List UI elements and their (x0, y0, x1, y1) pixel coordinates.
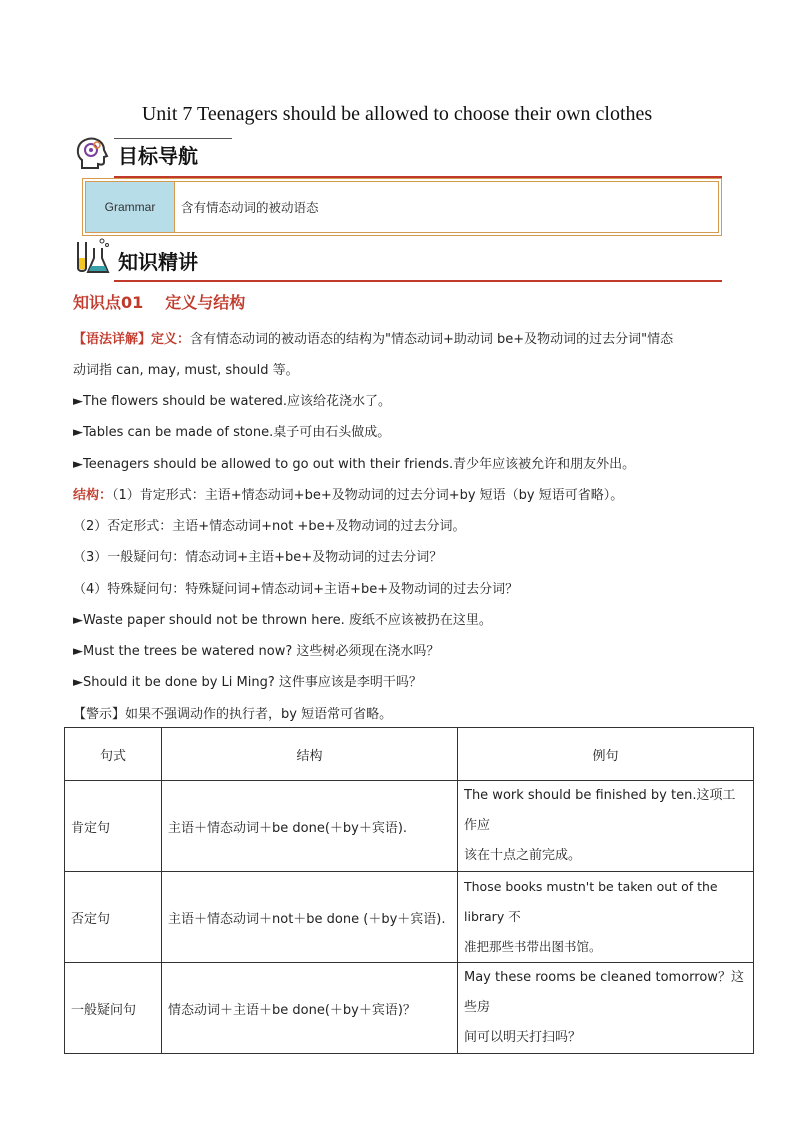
structure-line-1 (73, 484, 733, 503)
grammar-key: Grammar (86, 182, 175, 232)
example-text: 该在十点之前完成。 (464, 848, 582, 863)
lab-flask-icon (72, 236, 112, 276)
section-header-knowledge (72, 236, 722, 280)
example-text: May these rooms be cleaned tomorrow？这些房 (464, 970, 744, 1015)
structure-cell: 主语＋情态动词＋not＋be done (＋by＋宾语). (162, 872, 458, 963)
grammar-goal-box (82, 178, 722, 236)
definition-line-1 (73, 328, 733, 347)
example-text: Those books mustn't be taken out of the library 不 (464, 879, 718, 924)
table-row (65, 872, 754, 963)
example-line: ►Teenagers should be allowed to go out with their friends.青少年应该被允许和朋友外出。 (73, 457, 636, 472)
sentence-type: 肯定句 (65, 781, 162, 872)
warning-note: 【警示】如果不强调动作的执行者，by 短语常可省略。 (73, 707, 393, 722)
example-line: ►Must the trees be watered now? 这些树必须现在浇水吗？ (73, 644, 440, 659)
definition-text: 含有情态动词的被动语态的结构为"情态动词+助动词 be+及物动词的过去分词"情态 (190, 332, 674, 347)
grammar-structure-table (64, 727, 754, 1054)
example-cell (458, 872, 754, 963)
example-text: The work should be finished by ten.这项工作应 (464, 788, 736, 833)
table-header: 结构 (162, 728, 458, 781)
section-label-goals: 目标导航 (118, 144, 198, 168)
section-header-goals (72, 134, 722, 178)
document-title: Unit 7 Teenagers should be allowed to choose their own clothes (141, 103, 653, 125)
structure-cell: 情态动词＋主语＋be done(＋by＋宾语)？ (162, 963, 458, 1054)
title-underline (114, 138, 232, 139)
table-header-row (65, 728, 754, 781)
head-gears-icon (72, 134, 112, 174)
kp-name: 定义与结构 (165, 293, 246, 312)
example-text: 间可以明天打扫吗？ (464, 1030, 582, 1045)
section-label-knowledge: 知识精讲 (118, 250, 198, 274)
table-header: 例句 (458, 728, 754, 781)
example-line: ►Waste paper should not be thrown here. 废纸不应该被扔在这里。 (73, 613, 492, 628)
sentence-type: 否定句 (65, 872, 162, 963)
sentence-type: 一般疑问句 (65, 963, 162, 1054)
example-text: 准把那些书带出图书馆。 (464, 939, 602, 954)
structure-affirmative: （1）肯定形式：主语+情态动词+be+及物动词的过去分词+by 短语（by 短语可省略）。 (112, 488, 624, 503)
kp-number: 知识点01 (73, 293, 144, 312)
table-row (65, 781, 754, 872)
table-row (65, 963, 754, 1054)
structure-negative: （2）否定形式：主语+情态动词+not +be+及物动词的过去分词。 (73, 519, 466, 534)
example-line: ►The flowers should be watered.应该给花浇水了。 (73, 394, 392, 409)
example-cell (458, 781, 754, 872)
example-line: ►Tables can be made of stone.桌子可由石头做成。 (73, 425, 391, 440)
example-line: ►Should it be done by Li Ming? 这件事应该是李明干吗？ (73, 675, 422, 690)
structure-general-question: （3）一般疑问句：情态动词+主语+be+及物动词的过去分词？ (73, 550, 443, 565)
definition-tag: 【语法详解】定义： (73, 332, 191, 347)
table-header: 句式 (65, 728, 162, 781)
section-rule (114, 280, 722, 282)
knowledge-point-title (73, 290, 267, 313)
structure-tag: 结构： (73, 488, 113, 503)
structure-cell: 主语＋情态动词＋be done(＋by＋宾语). (162, 781, 458, 872)
structure-special-question: （4）特殊疑问句：特殊疑问词+情态动词+主语+be+及物动词的过去分词？ (73, 582, 519, 597)
grammar-value: 含有情态动词的被动语态 (181, 200, 319, 215)
definition-line-2: 动词指 can, may, must, should 等。 (73, 363, 299, 378)
example-cell (458, 963, 754, 1054)
